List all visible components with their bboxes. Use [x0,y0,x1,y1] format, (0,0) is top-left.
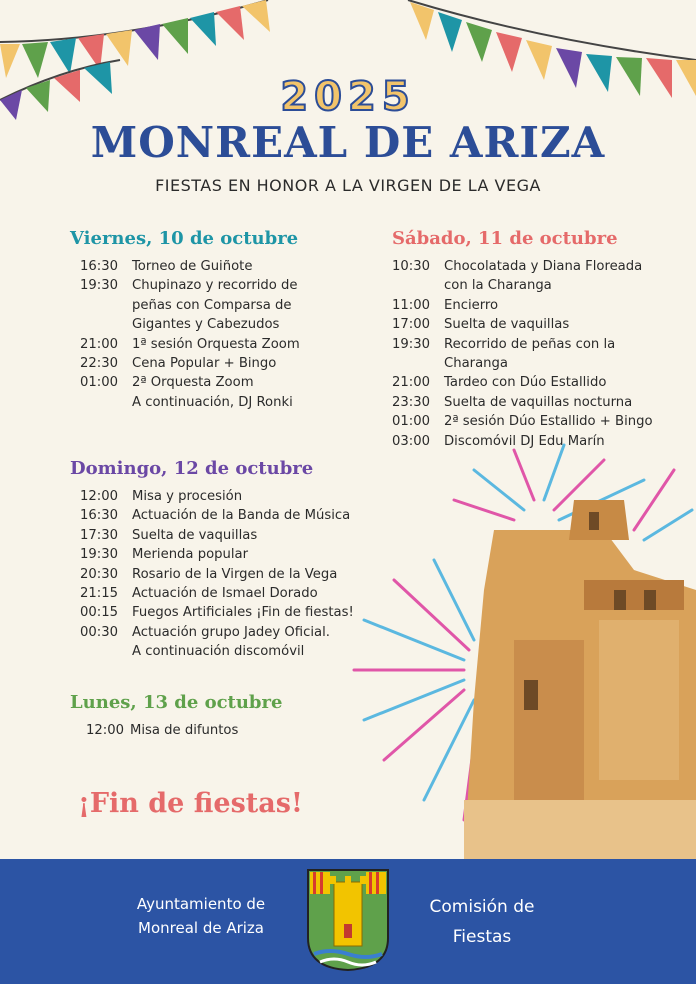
year-title: 2025 [280,74,416,120]
list-item: Gigantes y Cabezudos [132,317,280,333]
list-item: 03:00 Discomóvil DJ Edu Marín [392,433,605,449]
list-item: 16:30 Actuación de la Banda de Música [80,508,351,524]
list-item: 11:00 Encierro [392,297,499,313]
list-item: 19:30 Chupinazo y recorrido de [80,278,298,294]
list-item: 00:15 Fuegos Artificiales ¡Fin de fiestas! [80,605,354,621]
castle-illustration [344,440,696,860]
day-friday [70,228,370,412]
list-item: peñas con Comparsa de [132,297,292,313]
list-item: 10:30 Chocolatada y Diana Floreada [392,259,643,274]
list-item: con la Charanga [444,278,552,294]
day-saturday [392,228,692,451]
page-title: MONREAL DE ARIZA [90,118,606,167]
list-item: 12:00 Misa de difuntos [86,723,239,738]
list-item: 19:30 Merienda popular [80,547,249,563]
day-monday [70,692,370,740]
list-item: 21:15 Actuación de Ismael Dorado [80,586,318,602]
list-item: 22:30 Cena Popular + Bingo [80,356,277,372]
closing-message: ¡Fin de fiestas! [78,788,303,819]
list-item: 19:30 Recorrido de peñas con la [392,336,616,352]
list-item: 21:00 1ª sesión Orquesta Zoom [80,336,300,352]
list-item: 23:30 Suelta de vaquillas nocturna [392,394,633,410]
list-item: Charanga [444,356,508,372]
list-item: 20:30 Rosario de la Virgen de la Vega [80,566,338,582]
day-heading: Lunes, 13 de octubre [70,692,283,713]
page-subtitle: FIESTAS EN HONOR A LA VIRGEN DE LA VEGA [155,176,541,195]
list-item: 16:30 Torneo de Guiñote [80,259,253,274]
list-item: 21:00 Tardeo con Dúo Estallido [392,375,607,391]
list-item: 01:00 2ª sesión Dúo Estallido + Bingo [392,414,653,430]
list-item: 17:30 Suelta de vaquillas [80,527,258,543]
day-sunday [70,458,380,662]
list-item: 12:00 Misa y procesión [80,489,243,504]
list-item: 00:30 Actuación grupo Jadey Oficial. [80,624,330,640]
coat-of-arms-icon [306,868,390,972]
day-heading: Sábado, 11 de octubre [392,228,618,249]
list-item: 01:00 2ª Orquesta Zoom [80,375,254,391]
list-item: A continuación, DJ Ronki [132,394,293,410]
footer-organizer-right: Comisión de Fiestas [429,897,535,947]
day-heading: Domingo, 12 de octubre [70,458,314,479]
list-item: A continuación discomóvil [132,644,305,660]
day-heading: Viernes, 10 de octubre [70,228,299,249]
list-item: 17:00 Suelta de vaquillas [392,317,570,333]
footer-organizer-left: Ayuntamiento de Monreal de Ariza [136,895,266,937]
